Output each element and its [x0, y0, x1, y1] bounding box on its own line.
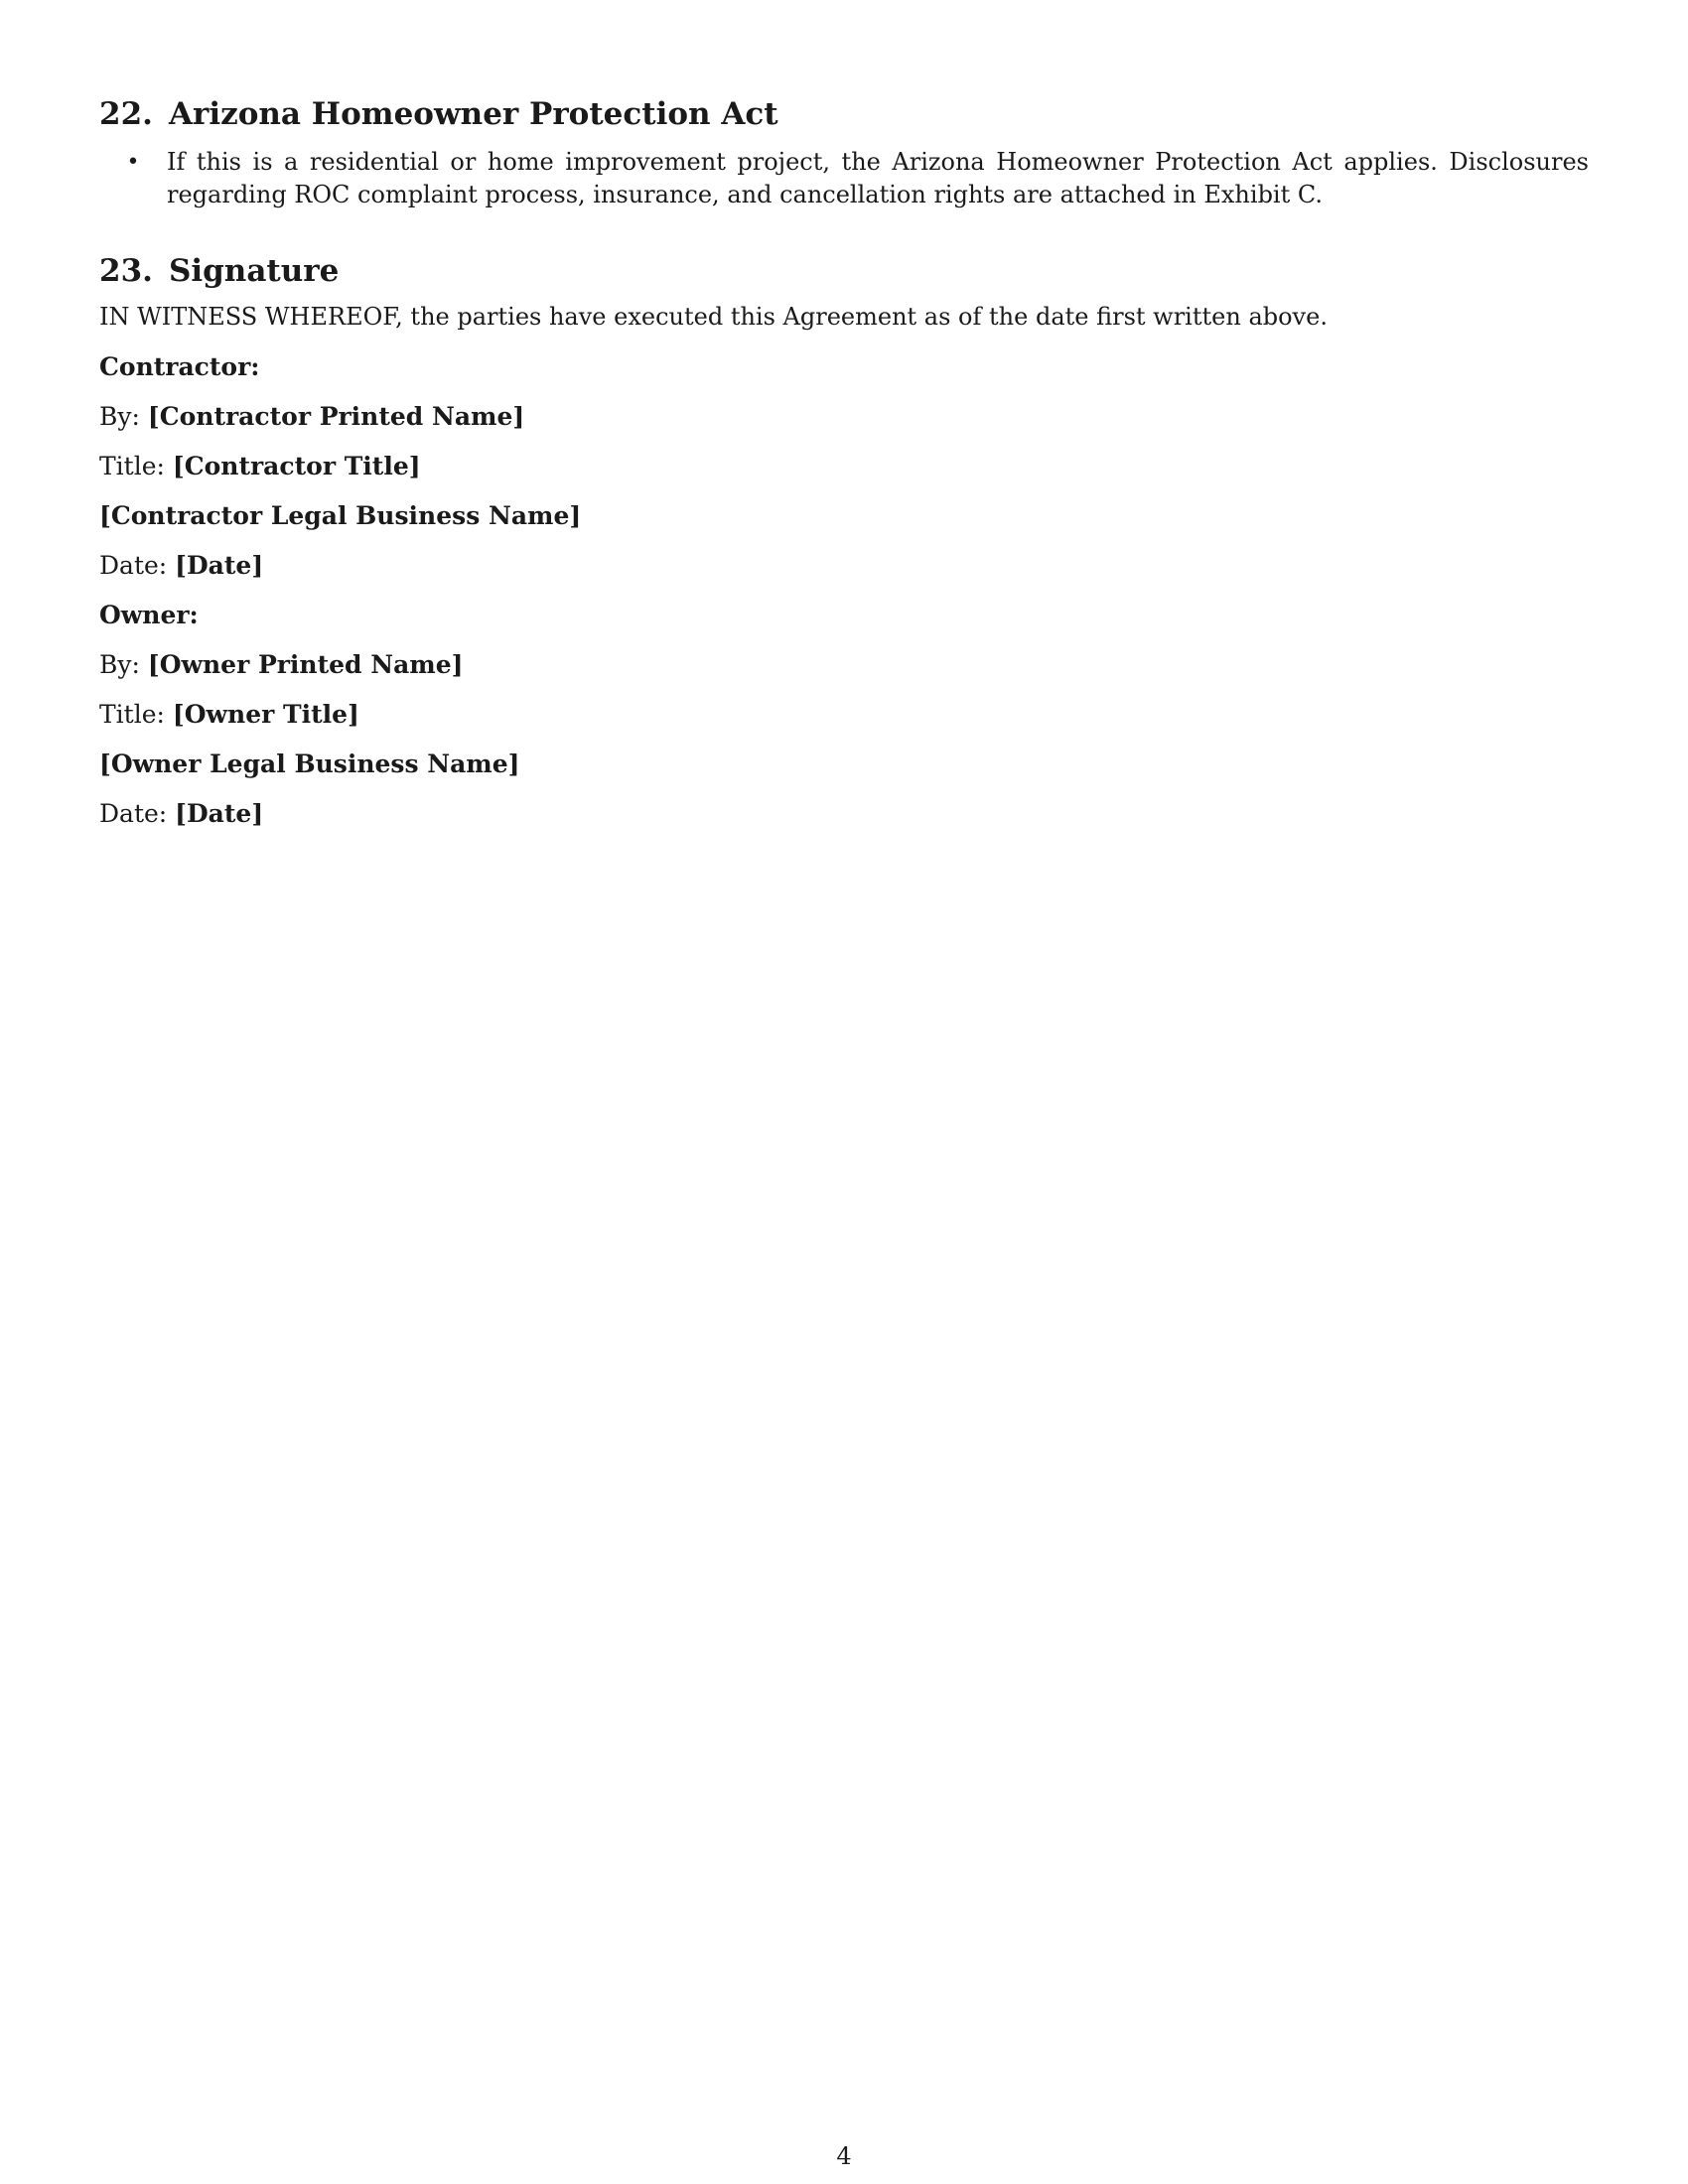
document-page	[99, 94, 1589, 847]
section-22-title: Arizona Homeowner Protection Act	[168, 96, 778, 132]
section-22-number: 22.	[99, 96, 153, 132]
owner-by-line	[99, 648, 1589, 681]
owner-heading: Owner:	[99, 601, 199, 629]
contractor-title-label: Title:	[99, 452, 173, 480]
owner-business-name-line	[99, 748, 1589, 780]
contractor-by-line	[99, 400, 1589, 433]
section-23-number: 23.	[99, 253, 153, 289]
owner-date-line	[99, 797, 1589, 830]
section-23-title: Signature	[168, 253, 340, 289]
owner-title-label: Title:	[99, 700, 173, 729]
contractor-business-name: [Contractor Legal Business Name]	[99, 501, 582, 530]
contractor-heading: Contractor:	[99, 352, 260, 381]
list-item	[99, 146, 1589, 211]
section-22-bullet-list	[99, 146, 1589, 211]
contractor-date-line	[99, 549, 1589, 582]
contractor-printed-name: [Contractor Printed Name]	[147, 402, 525, 431]
owner-title-line	[99, 698, 1589, 731]
contractor-title-line	[99, 450, 1589, 482]
contractor-by-label: By:	[99, 402, 148, 431]
section-23-heading	[99, 251, 1589, 291]
owner-date-label: Date:	[99, 799, 176, 828]
bullet-text: If this is a residential or home improvement project, the Arizona Homeowner Protection Act applies. Disclosures regarding ROC complaint process, insurance, and cancellation rights are attached in Exhibit C.	[167, 148, 1589, 208]
contractor-business-name-line	[99, 499, 1589, 532]
owner-date-value: [Date]	[175, 799, 264, 828]
contractor-title-value: [Contractor Title]	[172, 452, 421, 480]
section-22-heading	[99, 94, 1589, 134]
page-number: 4	[836, 2142, 852, 2170]
contractor-date-value: [Date]	[175, 551, 264, 580]
owner-business-name: [Owner Legal Business Name]	[99, 750, 520, 778]
owner-by-label: By:	[99, 650, 148, 679]
owner-printed-name: [Owner Printed Name]	[147, 650, 464, 679]
bullet-icon: •	[126, 150, 140, 175]
witness-clause: IN WITNESS WHEREOF, the parties have executed this Agreement as of the date first written above.	[99, 303, 1328, 331]
owner-title-value: [Owner Title]	[172, 700, 359, 729]
contractor-date-label: Date:	[99, 551, 176, 580]
